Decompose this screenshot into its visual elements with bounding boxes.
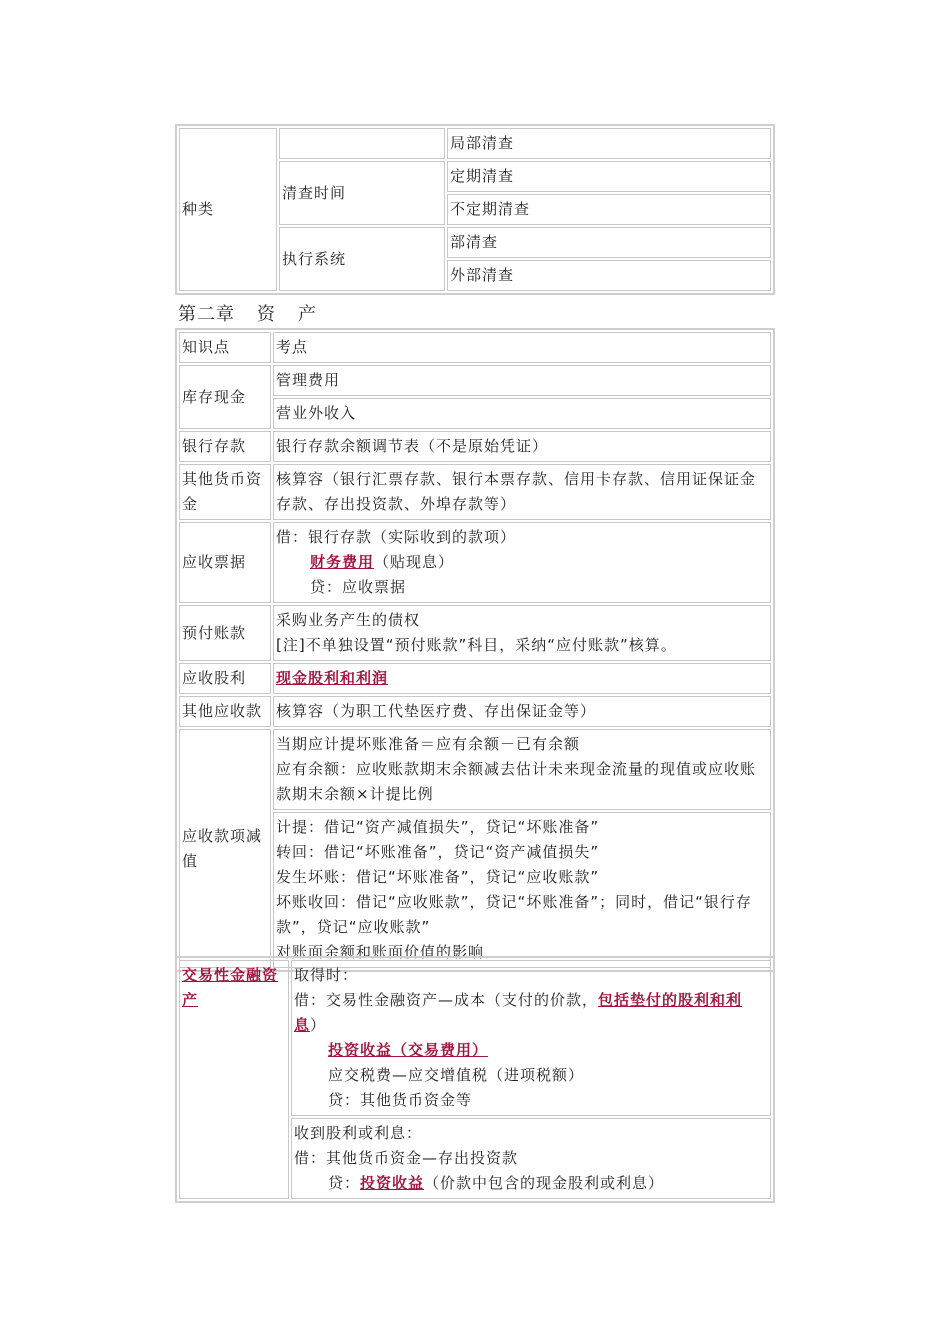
impairment-block2 <box>273 812 771 968</box>
prepaid-line1: 采购业务产生的债权 <box>276 611 421 629</box>
acquire-line1-pre: 借：交易性金融资产—成本（支付的价款， <box>294 991 599 1009</box>
receive-line1: 借：其他货币资金—存出投资款 <box>294 1149 519 1167</box>
prepaid-label: 预付账款 <box>179 605 271 661</box>
assets-table <box>175 328 775 972</box>
dividend-label: 应收股利 <box>179 663 271 694</box>
receive-line2-pre: 贷： <box>328 1174 361 1192</box>
impairment-entry: 计提：借记“资产减值损失”，贷记“坏账准备” <box>276 818 600 836</box>
acquire-title: 取得时： <box>294 966 359 984</box>
other-money-text: 核算容（银行汇票存款、银行本票存款、信用卡存款、信用证保证金存款、存出投资款、外埠存款等） <box>273 464 771 520</box>
inventory-check-table <box>175 124 775 295</box>
notes-line1: 借：银行存款（实际收到的款项） <box>276 528 517 546</box>
acquire-line3: 应交税费—应交增值税（进项税额） <box>328 1066 585 1084</box>
header-knowledge: 知识点 <box>179 332 271 363</box>
acquire-line4: 贷：其他货币资金等 <box>328 1091 473 1109</box>
bank-text: 银行存款余额调节表（不是原始凭证） <box>273 431 771 462</box>
acquire-line1 <box>294 988 768 1038</box>
impairment-block1 <box>273 729 771 810</box>
chapter-title-char1: 资 <box>257 304 276 325</box>
chapter-heading <box>178 300 339 326</box>
cash-item: 管理费用 <box>273 365 771 396</box>
receive-title: 收到股利或利息： <box>294 1124 423 1142</box>
trading-assets-link[interactable]: 交易性金融资产 <box>182 966 279 1009</box>
prepaid-line2: [注]不单独设置“预付账款”科目，采纳“应付账款”核算。 <box>276 636 677 654</box>
notes-label: 应收票据 <box>179 522 271 603</box>
notes-content <box>273 522 771 603</box>
cash-item: 营业外收入 <box>273 398 771 429</box>
right-cell: 定期清查 <box>447 161 771 192</box>
impairment-line: 当期应计提坏账准备＝应有余额－已有余额 <box>276 735 581 753</box>
right-cell: 部清查 <box>447 227 771 258</box>
acquire-line1-post: ） <box>310 1016 327 1034</box>
mid-cell: 执行系统 <box>279 227 445 291</box>
acquire-line2 <box>294 1038 768 1063</box>
other-recv-text: 核算容（为职工代垫医疗费、存出保证金等） <box>273 696 771 727</box>
trading-assets-label <box>179 960 289 1199</box>
mid-cell: 清查时间 <box>279 161 445 225</box>
dividend-interest-link[interactable]: 包括垫付的股利和利息 <box>294 991 743 1034</box>
category-cell: 种类 <box>179 128 277 291</box>
header-point: 考点 <box>273 332 771 363</box>
investment-income-link[interactable]: 投资收益 <box>360 1174 425 1192</box>
impairment-entry: 坏账收回：借记“应收账款”，贷记“坏账准备”；同时，借记“银行存款”，贷记“应收账款” <box>276 893 752 936</box>
receive-line2-post: （价款中包含的现金股利或利息） <box>424 1174 665 1192</box>
cash-dividend-link[interactable]: 现金股利和利润 <box>276 669 389 687</box>
other-recv-label: 其他应收款 <box>179 696 271 727</box>
right-cell: 外部清查 <box>447 260 771 291</box>
impairment-line: 应有余额：应收账款期末余额减去估计未来现金流量的现值或应收账款期末余额×计提比例 <box>276 760 757 803</box>
investment-income-fee-link[interactable]: 投资收益（交易费用） <box>328 1041 489 1059</box>
receive-line2 <box>294 1171 768 1196</box>
dividend-content <box>273 663 771 694</box>
notes-line3: 贷：应收票据 <box>310 578 407 596</box>
trading-assets-table <box>175 956 775 1203</box>
impairment-entry: 对账面余额和账面价值的影响 <box>276 943 485 961</box>
chapter-number: 第二章 <box>178 304 235 325</box>
prepaid-content <box>273 605 771 661</box>
notes-line2 <box>276 550 768 575</box>
receive-block <box>291 1118 771 1199</box>
impairment-entry: 发生坏账：借记“坏账准备”，贷记“应收账款” <box>276 868 600 886</box>
cash-label: 库存现金 <box>179 365 271 429</box>
other-money-label: 其他货币资金 <box>179 464 271 520</box>
impairment-label: 应收款项减值 <box>179 729 271 968</box>
right-cell: 不定期清查 <box>447 194 771 225</box>
mid-cell-empty <box>279 128 445 159</box>
impairment-entry: 转回：借记“坏账准备”，贷记“资产减值损失” <box>276 843 600 861</box>
acquire-block <box>291 960 771 1116</box>
bank-label: 银行存款 <box>179 431 271 462</box>
right-cell: 局部清查 <box>447 128 771 159</box>
notes-line2-rest: （贴现息） <box>374 553 455 571</box>
chapter-title-char2: 产 <box>298 304 317 325</box>
finance-expense-link[interactable]: 财务费用 <box>310 553 375 571</box>
